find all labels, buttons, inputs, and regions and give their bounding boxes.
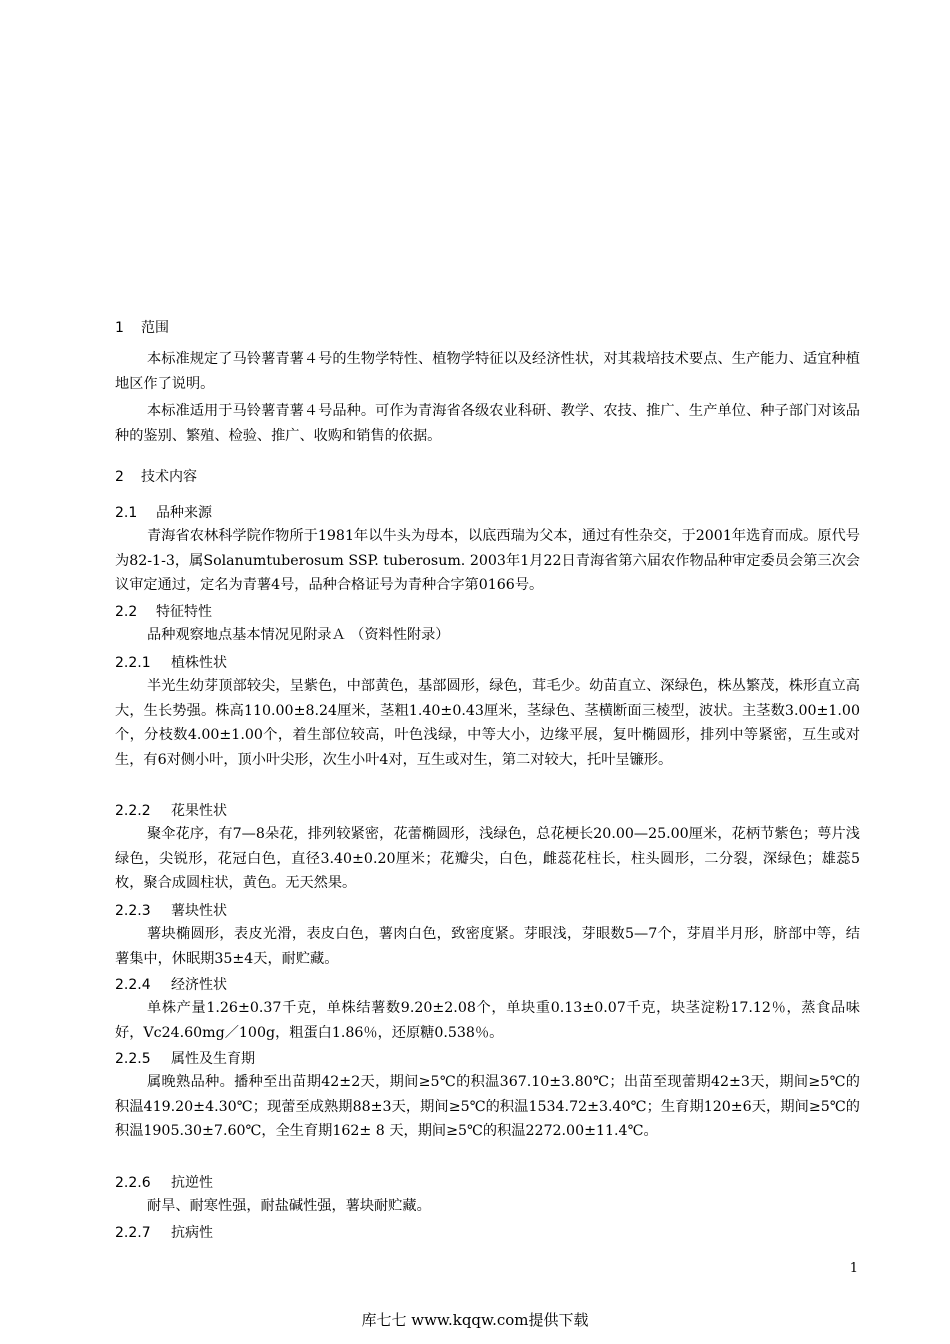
heading-2-2 — [115, 601, 212, 621]
heading-2-2-5 — [115, 1048, 255, 1068]
heading-title: 花果性状 — [171, 803, 227, 819]
heading-title: 特征特性 — [156, 604, 212, 620]
paragraph: 聚伞花序，有7—8朵花，排列较紧密，花蕾椭圆形，浅绿色，总花梗长20.00—25.00厘米，花柄节紫色；萼片浅绿色，尖锐形，花冠白色，直径3.40±0.20厘米；花瓣尖，白色，雌蕊花柱长，柱头圆形，二分裂，深绿色；雄蕊5枚，聚合成圆柱状，黄色。无天然果。 — [115, 826, 860, 892]
paragraph: 薯块椭圆形，表皮光滑，表皮白色，薯肉白色，致密度紧。芽眼浅，芽眼数5—7个，芽眉半月形，脐部中等，结薯集中，休眠期35±4天，耐贮藏。 — [115, 926, 860, 967]
heading-number: 2.2.4 — [115, 977, 151, 993]
heading-number: 1 — [115, 320, 124, 336]
paragraph: 耐旱、耐寒性强，耐盐碱性强，薯块耐贮藏。 — [147, 1198, 431, 1214]
paragraph: 本标准适用于马铃薯青薯４号品种。可作为青海省各级农业科研、教学、农技、推广、生产单位、种子部门对该品种的鉴别、繁殖、检验、推广、收购和销售的依据。 — [115, 403, 860, 444]
heading-title: 植株性状 — [171, 655, 227, 671]
heading-number: 2.2.1 — [115, 655, 151, 671]
heading-title: 薯块性状 — [171, 903, 227, 919]
paragraph: 本标准规定了马铃薯青薯４号的生物学特性、植物学特征以及经济性状，对其栽培技术要点、生产能力、适宜种植地区作了说明。 — [115, 351, 860, 392]
heading-number: 2.1 — [115, 505, 138, 521]
heading-2-2-6 — [115, 1172, 213, 1192]
paragraph: 半光生幼芽顶部较尖，呈紫色，中部黄色，基部圆形，绿色，茸毛少。幼苗直立、深绿色，株丛繁茂，株形直立高大，生长势强。株高110.00±8.24厘米，茎粗1.40±0.43厘米，茎绿色、茎横断面三棱型，波状。主茎数3.00±1.00个，分枝数4.00±1.00个，着生部位较高，叶色浅绿，中等大小，边缘平展，复叶椭圆形，排列中等紧密，互生或对生，有6对侧小叶，顶小叶尖形，次生小叶4对，互生或对生，第二对较大，托叶呈镰形。 — [115, 678, 860, 769]
paragraph: 青海省农林科学院作物所于1981年以牛头为母本，以底西瑞为父本，通过有性杂交，于2001年选育而成。原代号为82-1-3，属Solanumtuberosum SSP. tuberosum. 2003年1月22日青海省第六届农作物品种审定委员会第三次会议审定通过，定名为青薯4号，品种合格证号为青种合字第0166号。 — [115, 528, 860, 594]
heading-2-2-1 — [115, 652, 227, 672]
heading-title: 技术内容 — [141, 469, 197, 485]
heading-title: 经济性状 — [171, 977, 227, 993]
download-footer: 库七七 www.kqqw.com提供下载 — [361, 1311, 589, 1329]
heading-2-2-7 — [115, 1222, 213, 1242]
heading-number: 2.2.7 — [115, 1225, 151, 1241]
heading-title: 抗病性 — [171, 1225, 213, 1241]
heading-number: 2 — [115, 469, 124, 485]
heading-number: 2.2.6 — [115, 1175, 151, 1191]
heading-2 — [115, 466, 197, 486]
paragraph: 属晚熟品种。播种至出苗期42±2天，期间≥5℃的积温367.10±3.80℃；出苗至现蕾期42±3天，期间≥5℃的积温419.20±4.30℃；现蕾至成熟期88±3天，期间≥5℃的积温1534.72±3.40℃；生育期120±6天，期间≥5℃的积温1905.30±7.60℃，全生育期162± 8 天，期间≥5℃的积温2272.00±11.4℃。 — [115, 1074, 860, 1140]
heading-number: 2.2 — [115, 604, 138, 620]
heading-1 — [115, 317, 169, 337]
paragraph: 单株产量1.26±0.37千克，单株结薯数9.20±2.08个，单块重0.13±0.07千克，块茎淀粉17.12％，蒸食品味好，Vc24.60mg／100g，粗蛋白1.86％，还原糖0.538％。 — [115, 1000, 860, 1041]
heading-2-2-2 — [115, 800, 227, 820]
heading-number: 2.2.3 — [115, 903, 151, 919]
paragraph: 品种观察地点基本情况见附录Ａ （资料性附录） — [147, 627, 450, 643]
heading-2-2-3 — [115, 900, 227, 920]
heading-number: 2.2.2 — [115, 803, 151, 819]
heading-2-2-4 — [115, 974, 227, 994]
heading-title: 属性及生育期 — [171, 1051, 255, 1067]
heading-number: 2.2.5 — [115, 1051, 151, 1067]
heading-2-1 — [115, 502, 212, 522]
page-number: 1 — [849, 1261, 858, 1276]
heading-title: 抗逆性 — [171, 1175, 213, 1191]
heading-title: 范围 — [141, 320, 169, 336]
heading-title: 品种来源 — [156, 505, 212, 521]
